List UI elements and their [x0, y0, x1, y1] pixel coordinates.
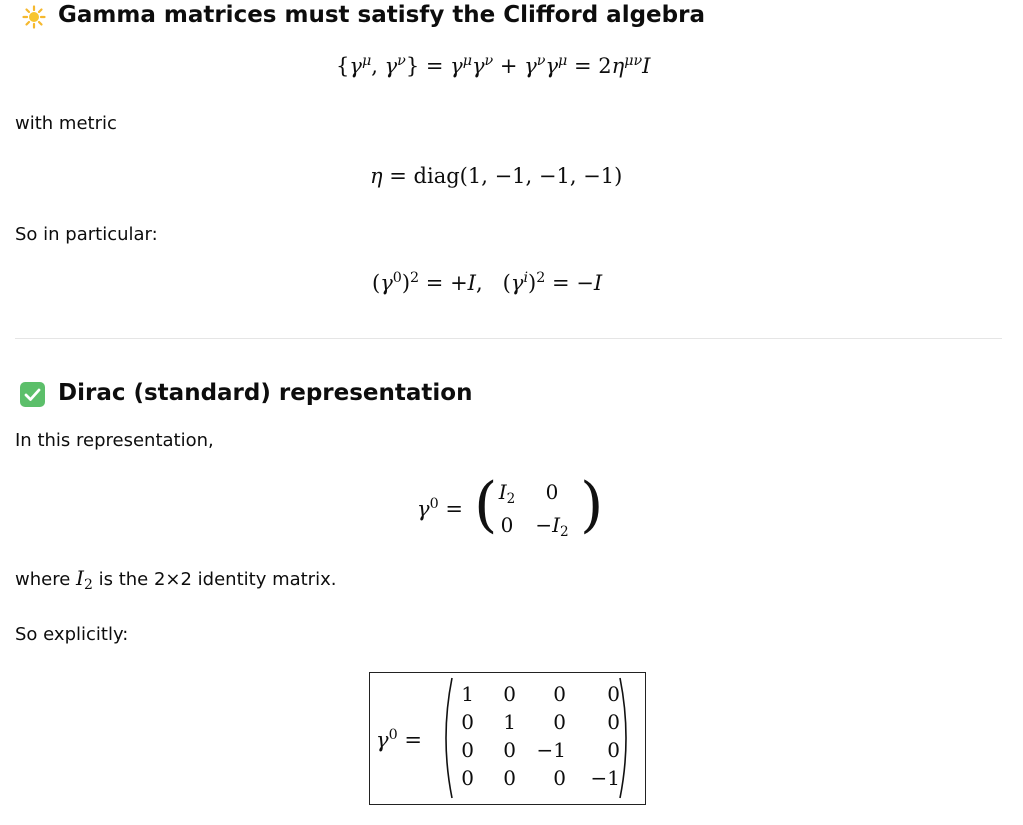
check-box-icon	[20, 382, 45, 407]
matrix-cell: 1	[461, 682, 474, 706]
section-heading-clifford: Gamma matrices must satisfy the Clifford algebra	[58, 2, 705, 28]
matrix-cell: 0	[503, 682, 516, 706]
so-explicitly-text: So explicitly:	[15, 624, 129, 645]
matrix-cell: 0	[607, 738, 620, 762]
matrix-cell: 0	[545, 480, 559, 504]
matrix-cell: −1	[590, 766, 620, 790]
matrix-cell: 0	[607, 710, 620, 734]
metric-equation: η = diag(1, −1, −1, −1)	[370, 164, 623, 188]
particular-equation: $(\gamma^0)^2 = +I$, $(\gamma^i)^2 = -I$	[372, 270, 603, 295]
matrix-cell: 0	[461, 766, 474, 790]
explicit-gamma0-lhs: $\gamma^0$ =	[376, 727, 422, 752]
matrix-cell: 0	[607, 682, 620, 706]
explicit-matrix	[452, 681, 620, 791]
matrix-cell: −1	[536, 738, 566, 762]
block-gamma0-lhs: $\gamma^0$ =	[417, 496, 463, 521]
matrix-cell: $I_2$	[498, 480, 516, 508]
matrix-cell: $-I_2$	[535, 513, 569, 541]
matrix-cell: 0	[553, 710, 566, 734]
identity-note-text: where $I_2$ is the 2×2 identity matrix.	[15, 566, 337, 594]
clifford-equation: {$\gamma^\mu$, $\gamma^\nu\} = \gamma^\mu\gamma^\nu + \gamma^\nu\gamma^\mu = 2\eta^{\mu\nu}I$	[336, 53, 651, 78]
sun-icon	[22, 5, 46, 29]
block-matrix-right-paren: )	[580, 470, 604, 540]
matrix-cell: 0	[553, 766, 566, 790]
matrix-cell: 0	[553, 682, 566, 706]
with-metric-text: with metric	[15, 113, 117, 134]
so-in-particular-text: So in particular:	[15, 224, 158, 245]
section-divider	[15, 338, 1002, 339]
matrix-cell: 0	[461, 738, 474, 762]
matrix-cell: 0	[461, 710, 474, 734]
matrix-cell: 0	[503, 738, 516, 762]
matrix-cell: 0	[503, 766, 516, 790]
section-heading-dirac: Dirac (standard) representation	[58, 380, 473, 406]
matrix-cell: 1	[503, 710, 516, 734]
block-matrix	[492, 480, 582, 540]
representation-intro-text: In this representation,	[15, 430, 214, 451]
block-matrix-left-paren: (	[474, 470, 498, 540]
matrix-cell: 0	[500, 513, 514, 538]
